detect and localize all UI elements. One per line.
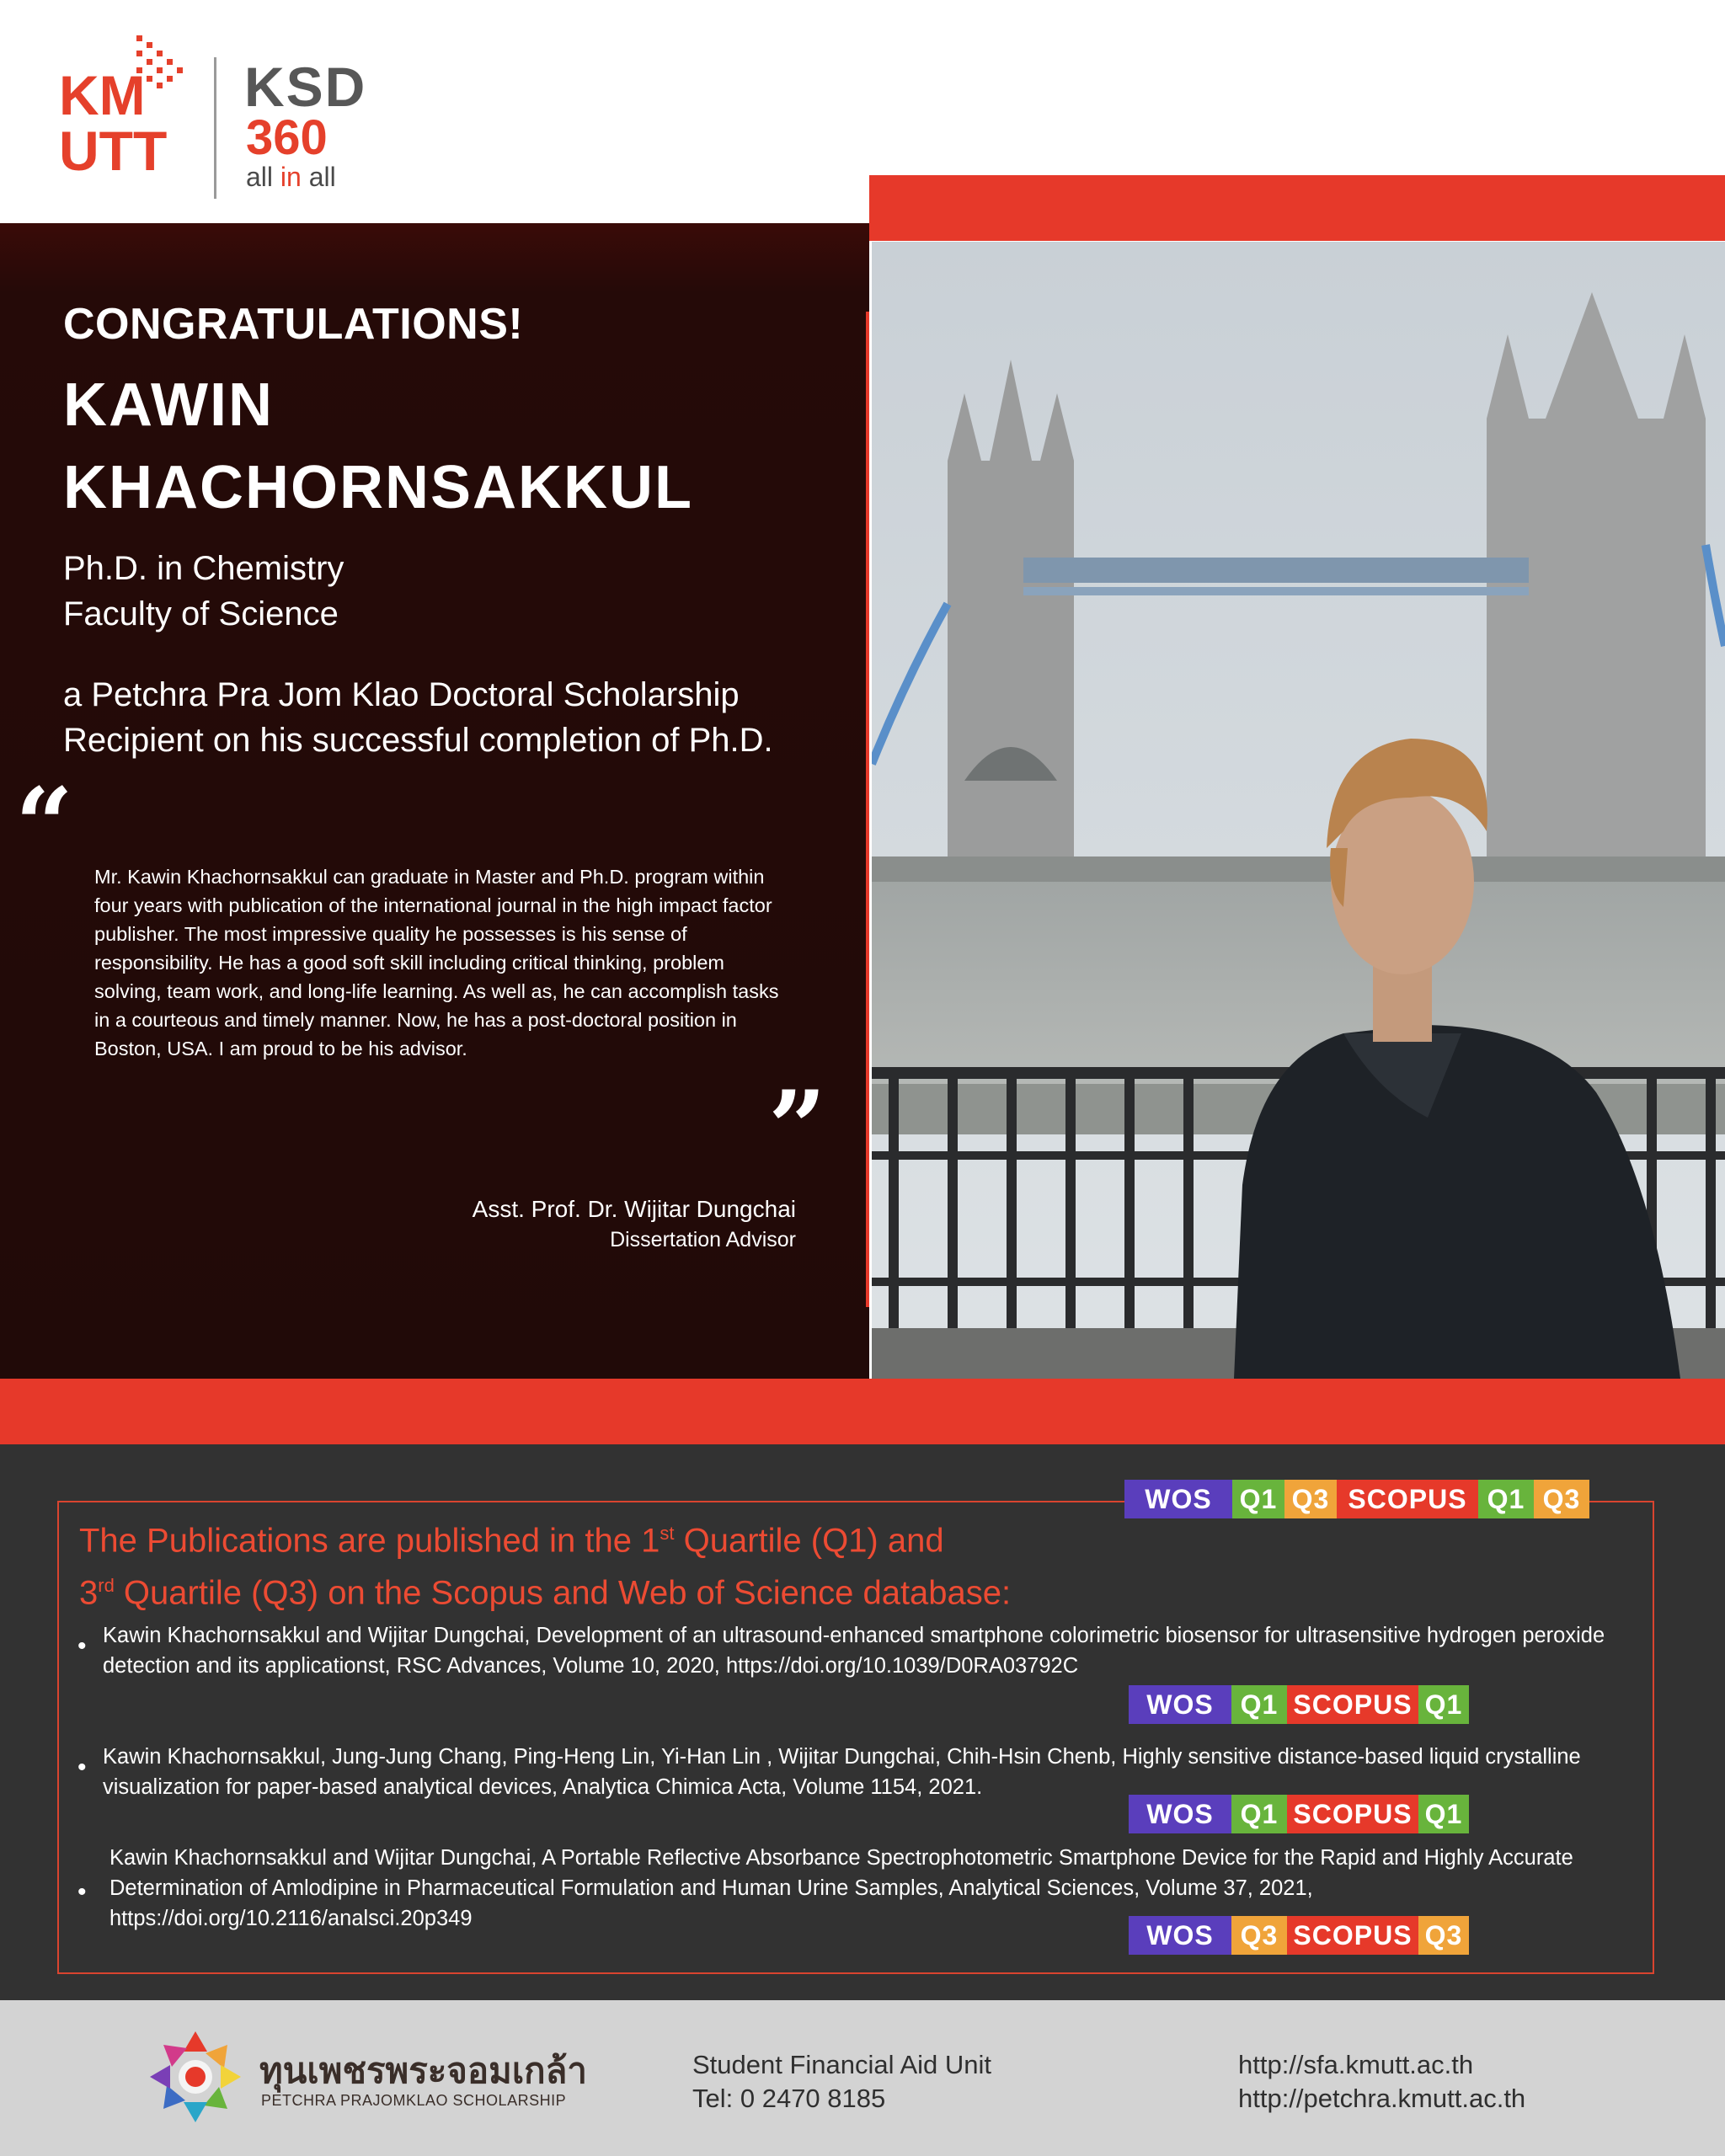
legend-q3b-badge: Q3	[1534, 1480, 1589, 1518]
degree-line: Ph.D. in Chemistry	[63, 550, 344, 587]
legend-badges	[1124, 1480, 1589, 1518]
publications-heading	[79, 1511, 1090, 1616]
wos-badge: WOS	[1129, 1795, 1231, 1833]
recipient-name	[63, 364, 821, 529]
scholarship-line1: a Petchra Pra Jom Klao Doctoral Scholarship	[63, 676, 740, 713]
website-link-petchra[interactable]: http://petchra.kmutt.ac.th	[1238, 2084, 1526, 2113]
wos-badge: WOS	[1129, 1685, 1231, 1724]
ksd-tagline-a: all	[246, 162, 280, 192]
wos-quartile-badge: Q3	[1231, 1916, 1287, 1955]
petchra-english-name: PETCHRA PRAJOMKLAO SCHOLARSHIP	[261, 2092, 567, 2109]
degree-info	[63, 546, 344, 637]
publication-2-badges	[1129, 1795, 1469, 1833]
kmutt-logo-top: KM	[59, 64, 146, 126]
scholarship-line2: Recipient on his successful completion of Ph.D.	[63, 722, 773, 759]
publication-item-1: Kawin Khachornsakkul and Wijitar Dungchai, Development of an ultrasound-enhanced smartphone colorimetric biosensor for ultrasensitive hydrogen peroxide detection and its applicationst, RSC Advances, Volume 10, 2020, https://doi.org/10.1039/D0RA03792C	[103, 1624, 1605, 1678]
ksd-tagline-b: all	[301, 162, 336, 192]
publication-1-badges	[1129, 1685, 1469, 1724]
legend-q1-badge: Q1	[1232, 1480, 1284, 1518]
heading-part-b: Quartile (Q1) and	[674, 1522, 944, 1560]
legend-q1b-badge: Q1	[1478, 1480, 1534, 1518]
scopus-quartile-badge: Q3	[1418, 1916, 1469, 1955]
recipient-photo	[872, 242, 1725, 1379]
scopus-badge: SCOPUS	[1287, 1685, 1418, 1724]
recipient-name-line2: KHACHORNSAKKUL	[63, 454, 693, 521]
advisor-title: Dissertation Advisor	[610, 1228, 796, 1251]
heading-sup-rd: rd	[98, 1575, 115, 1597]
heading-sup-st: st	[660, 1523, 675, 1544]
wos-quartile-badge: Q1	[1231, 1795, 1287, 1833]
petchra-thai-name: ทุนเพชรพระจอมเกล้า	[259, 2050, 587, 2091]
kmutt-logo-bottom: UTT	[59, 120, 168, 177]
publication-item-2: Kawin Khachornsakkul, Jung-Jung Chang, Ping-Heng Lin, Yi-Han Lin , Wijitar Dungchai, Chih-Hsin Chenb, Highly sensitive distance-based liquid crystalline visualization for paper-based analytical devices, Analytica Chimica Acta, Volume 1154, 2021.	[103, 1745, 1581, 1799]
legend-q3-badge: Q3	[1284, 1480, 1337, 1518]
unit-name: Student Financial Aid Unit	[692, 2050, 991, 2079]
publication-bullet: •	[77, 1878, 87, 1906]
congratulations-heading: CONGRATULATIONS!	[63, 300, 524, 349]
left-tower	[948, 360, 1074, 857]
petchra-scholarship-logo-icon	[148, 2030, 243, 2124]
ksd360-logo	[244, 56, 367, 194]
publication-bullet: •	[77, 1753, 87, 1781]
ksd-tagline	[246, 162, 336, 192]
publication-3-badges	[1129, 1916, 1469, 1955]
website-link-sfa[interactable]: http://sfa.kmutt.ac.th	[1238, 2050, 1474, 2079]
scopus-quartile-badge: Q1	[1418, 1795, 1469, 1833]
heading-part-a: The Publications are published in the 1	[79, 1522, 660, 1560]
legend-scopus-badge: SCOPUS	[1337, 1480, 1478, 1518]
advisor-quote: Mr. Kawin Khachornsakkul can graduate in Master and Ph.D. program within four years with publication of the international journal in the high impact factor publisher. The most impressive quality he possesses is his sense of responsibility. He has a good soft skill including critical thinking, problem solving, team work, and long-life learning. As well as, he can accomplish tasks in a courteous and timely manner. Now, he has a post-doctoral position in Boston, USA. I am proud to be his advisor.	[94, 866, 779, 1059]
ksd-360-text: 360	[246, 110, 328, 165]
scholarship-info	[63, 672, 773, 763]
close-quote-icon: ”	[768, 1069, 827, 1187]
hero-accent-line	[866, 312, 869, 1307]
scopus-badge: SCOPUS	[1287, 1795, 1418, 1833]
ksd-text: KSD	[244, 56, 367, 118]
scopus-badge: SCOPUS	[1287, 1916, 1418, 1955]
recipient-name-line1: KAWIN	[63, 371, 274, 439]
publication-item-3: Kawin Khachornsakkul and Wijitar Dungchai, A Portable Reflective Absorbance Spectrophotometric Smartphone Device for the Rapid and Highly Accurate Determination of Amlodipine in Pharmaceutical Formulation and Human Urine Samples, Analytical Sciences, Volume 37, 2021, https://doi.org/10.2116/analsci.20p349	[109, 1846, 1573, 1930]
red-accent-bar-top	[869, 175, 1725, 241]
ksd-tagline-in: in	[280, 162, 302, 192]
red-accent-bar-middle	[0, 1379, 1725, 1444]
publication-bullet: •	[77, 1632, 87, 1660]
legend-wos-badge: WOS	[1124, 1480, 1232, 1518]
heading-line2	[79, 1563, 1090, 1615]
wos-quartile-badge: Q1	[1231, 1685, 1287, 1724]
bridge-walkway	[1023, 558, 1529, 583]
scopus-quartile-badge: Q1	[1418, 1685, 1469, 1724]
phone-number: Tel: 0 2470 8185	[692, 2084, 886, 2113]
kmutt-logo	[59, 34, 194, 177]
open-quote-icon: “	[15, 766, 74, 884]
faculty-line: Faculty of Science	[63, 595, 339, 632]
heading-line1	[79, 1511, 1090, 1563]
logo-divider	[214, 57, 216, 199]
website-links	[1238, 2048, 1525, 2116]
wos-badge: WOS	[1129, 1916, 1231, 1955]
heading-part-d: Quartile (Q3) on the Scopus and Web of Science database:	[114, 1574, 1012, 1612]
contact-info	[692, 2048, 991, 2116]
advisor-name: Asst. Prof. Dr. Wijitar Dungchai	[472, 1196, 796, 1222]
heading-part-c: 3	[79, 1574, 99, 1612]
photo-illustration	[872, 242, 1725, 1379]
